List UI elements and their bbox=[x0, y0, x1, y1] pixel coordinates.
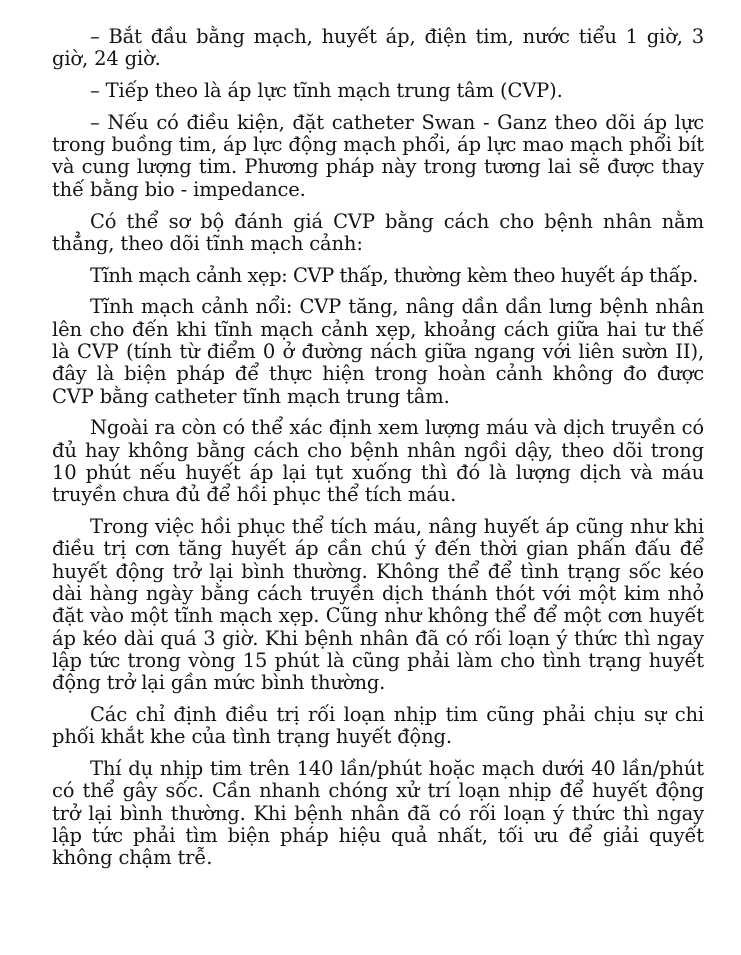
paragraph-distended-jugular: Tĩnh mạch cảnh nổi: CVP tăng, nâng dần dần lưng bệnh nhân lên cho đến khi tĩnh mạch cảnh xẹp, khoảng cách giữa hai tư thế là CVP (tính từ điểm 0 ở đường nách giữa ngang với liên sườn II), đây là biện pháp để thực hiện trong hoàn cảnh không đo được CVP bằng catheter tĩnh mạch trung tâm. bbox=[52, 295, 704, 408]
paragraph-arrhythmia: Các chỉ định điều trị rối loạn nhịp tim cũng phải chịu sự chi phối khắt khe của tình trạng huyết động. bbox=[52, 703, 704, 749]
paragraph-example: Thí dụ nhịp tim trên 140 lần/phút hoặc mạch dưới 40 lần/phút có thể gây sốc. Cần nhanh chóng xử trí loạn nhịp để huyết động trở lại bình thường. Khi bệnh nhân đã có rối loạn ý thức thì ngay lập tức phải tìm biện pháp hiệu quả nhất, tối ưu để giải quyết không chậm trễ. bbox=[52, 757, 704, 870]
paragraph-swan-ganz: – Nếu có điều kiện, đặt catheter Swan - Ganz theo dõi áp lực trong buồng tim, áp lực động mạch phổi, áp lực mao mạch phổi bít và cung lượng tim. Phương pháp này trong tương lai sẽ được thay thế bằng bio - impedance. bbox=[52, 110, 704, 201]
document-page bbox=[52, 26, 704, 879]
paragraph-volume-check: Ngoài ra còn có thể xác định xem lượng máu và dịch truyền có đủ hay không bằng cách cho bệnh nhân ngồi dậy, theo dõi trong 10 phút nếu huyết áp lại tụt xuống thì đó là lượng dịch và máu truyền chưa đủ để hồi phục thể tích máu. bbox=[52, 416, 704, 507]
paragraph-cvp-estimate: Có thể sơ bộ đánh giá CVP bằng cách cho bệnh nhân nằm thẳng, theo dõi tĩnh mạch cảnh: bbox=[52, 209, 704, 255]
paragraph-cvp: – Tiếp theo là áp lực tĩnh mạch trung tâm (CVP). bbox=[90, 79, 563, 103]
paragraph-collapsed-jugular: Tĩnh mạch cảnh xẹp: CVP thấp, thường kèm theo huyết áp thấp. bbox=[90, 263, 698, 287]
paragraph-monitoring-start: – Bắt đầu bằng mạch, huyết áp, điện tim, nước tiểu 1 giờ, 3 giờ, 24 giờ. bbox=[52, 25, 704, 71]
paragraph-restore-volume: Trong việc hồi phục thể tích máu, nâng huyết áp cũng như khi điều trị cơn tăng huyết áp cần chú ý đến thời gian phấn đấu để huyết động trở lại bình thường. Không thể để tình trạng sốc kéo dài hàng ngày bằng cách truyền dịch thánh thót với một kim nhỏ đặt vào một tĩnh mạch xẹp. Cũng như không thể để một cơn huyết áp kéo dài quá 3 giờ. Khi bệnh nhân đã có rối loạn ý thức thì ngay lập tức trong vòng 15 phút là cũng phải làm cho tình trạng huyết động trở lại gần mức bình thường. bbox=[52, 515, 704, 695]
